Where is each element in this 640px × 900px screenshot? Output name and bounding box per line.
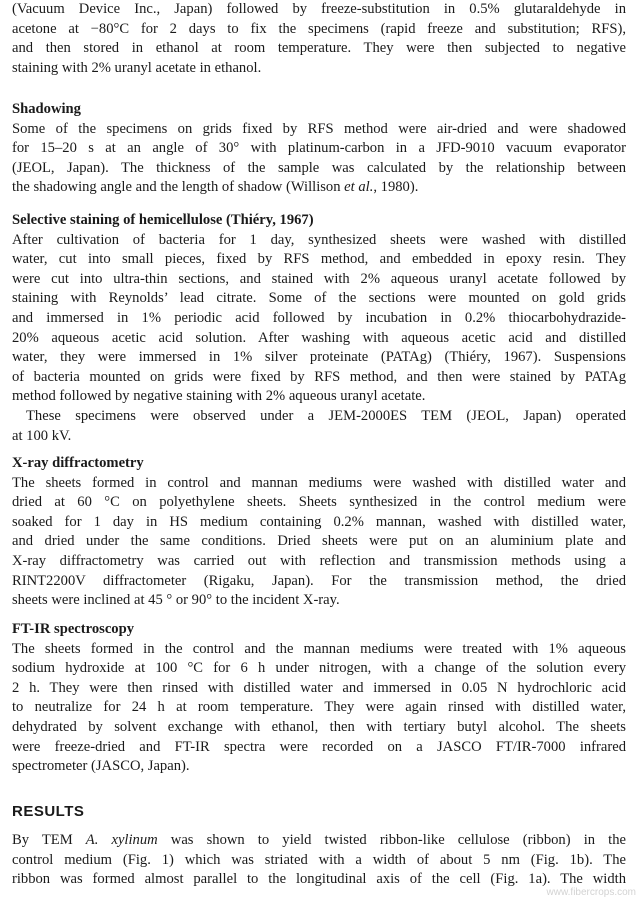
text-line: (Vacuum Device Inc., Japan) followed by freeze-substitution in 0.5% glutaraldehyde in [12, 1, 626, 17]
text-line: and dried under the same conditions. Dried sheets were put on an aluminium plate and [12, 533, 626, 550]
section-results [12, 802, 626, 890]
text-line: dehydrated by solvent exchange with ethanol, then with tertiary butyl alcohol. The sheets [12, 718, 626, 735]
section-selective-staining [12, 211, 626, 446]
text-line: 2 h. They were then rinsed with distilled water and immersed in 0.05 N hydrochloric acid [12, 679, 626, 696]
italic-fragment: et al. [344, 179, 374, 196]
text-line: were freeze-dried and FT-IR spectra were recorded on a JASCO FT/IR-7000 infrared [12, 738, 626, 755]
section-shadowing [12, 100, 626, 198]
section-heading: Shadowing [12, 101, 81, 117]
paper-page [12, 0, 626, 900]
results-heading: RESULTS [12, 803, 85, 820]
section-ftir [12, 620, 626, 777]
text-line: staining with 2% uranyl acetate in ethanol. [12, 59, 262, 76]
text-line [12, 831, 626, 851]
text-line: ribbon was formed almost parallel to the longitudinal axis of the cell (Fig. 1a). The width [12, 871, 626, 888]
intro-paragraph [12, 0, 626, 78]
text-line: Some of the specimens on grids fixed by RFS method were air-dried and were shadowed [12, 120, 626, 137]
text-line: for 15–20 s at an angle of 30° with platinum-carbon in a JFD-9010 vacuum evaporator [12, 140, 626, 157]
text-line: After cultivation of bacteria for 1 day, synthesized sheets were washed with distilled [12, 231, 626, 248]
text-line: 20% aqueous acetic acid solution. After washing with aqueous acetic acid and distilled [12, 329, 626, 346]
text-line [12, 178, 626, 198]
text-fragment: was shown to yield twisted ribbon-like cellulose (ribbon) in the [157, 832, 626, 848]
text-line: soaked for 1 day in HS medium containing 0.2% mannan, washed with distilled water, [12, 513, 626, 530]
text-fragment: By TEM [12, 832, 86, 848]
watermark: www.fibercrops.com [546, 887, 636, 898]
text-line: at 100 kV. [12, 427, 72, 444]
text-line: staining with Reynolds’ lead citrate. Some of the sections were mounted on gold grids [12, 290, 626, 307]
text-line: spectrometer (JASCO, Japan). [12, 758, 190, 775]
text-fragment: the shadowing angle and the length of shadow (Willison [12, 179, 345, 196]
text-line: X-ray diffractometry was carried out with reflection and transmission methods using a [12, 552, 626, 569]
text-line: acetone at −80°C for 2 days to fix the specimens (rapid freeze and substitution; RFS), [12, 20, 626, 37]
text-line: method followed by negative staining with 2% aqueous uranyl acetate. [12, 388, 426, 405]
text-line: water, they were immersed in 1% silver proteinate (PATAg) (Thiéry, 1967). Suspensions [12, 349, 626, 366]
section-heading: Selective staining of hemicellulose (Thiéry, 1967) [12, 212, 314, 228]
text-line: (JEOL, Japan). The thickness of the sample was calculated by the relationship between [12, 159, 626, 176]
text-line: of bacteria mounted on grids were fixed by RFS method, and then were stained by PATAg [12, 368, 626, 385]
section-xray [12, 454, 626, 611]
italic-fragment: A. xylinum [85, 832, 158, 848]
text-line: dried at 60 °C on polyethylene sheets. Sheets synthesized in the control medium were [12, 494, 626, 511]
text-line: water, cut into small pieces, fixed by RFS method, and embedded in epoxy resin. They [12, 251, 626, 268]
text-line: sheets were inclined at 45 ° or 90° to the incident X-ray. [12, 592, 340, 609]
section-heading: FT-IR spectroscopy [12, 621, 135, 637]
text-line: control medium (Fig. 1) which was striated with a width of about 5 nm (Fig. 1b). The [12, 851, 626, 868]
text-line: sodium hydroxide at 100 °C for 6 h under nitrogen, with a change of the solution every [12, 660, 626, 677]
text-fragment: , 1980). [373, 179, 419, 196]
text-line: were cut into ultra-thin sections, and stained with 2% aqueous uranyl acetate followed by [12, 270, 626, 287]
text-line: to neutralize for 24 h at room temperature. They were again rinsed with distilled water, [12, 699, 626, 716]
text-line: RINT2200V diffractometer (Rigaku, Japan). For the transmission method, the dried [12, 572, 626, 589]
text-line: and then stored in ethanol at room temperature. They were then subjected to negative [12, 40, 626, 57]
text-line: The sheets formed in control and mannan mediums were washed with distilled water and [12, 474, 626, 491]
text-line: and immersed in 1% periodic acid followed by incubation in 0.2% thiocarbohydrazide- [12, 309, 626, 326]
text-line: These specimens were observed under a JEM-2000ES TEM (JEOL, Japan) operated [26, 407, 626, 424]
section-heading: X-ray diffractometry [12, 455, 144, 471]
text-line: The sheets formed in the control and the mannan mediums were treated with 1% aqueous [12, 640, 626, 657]
